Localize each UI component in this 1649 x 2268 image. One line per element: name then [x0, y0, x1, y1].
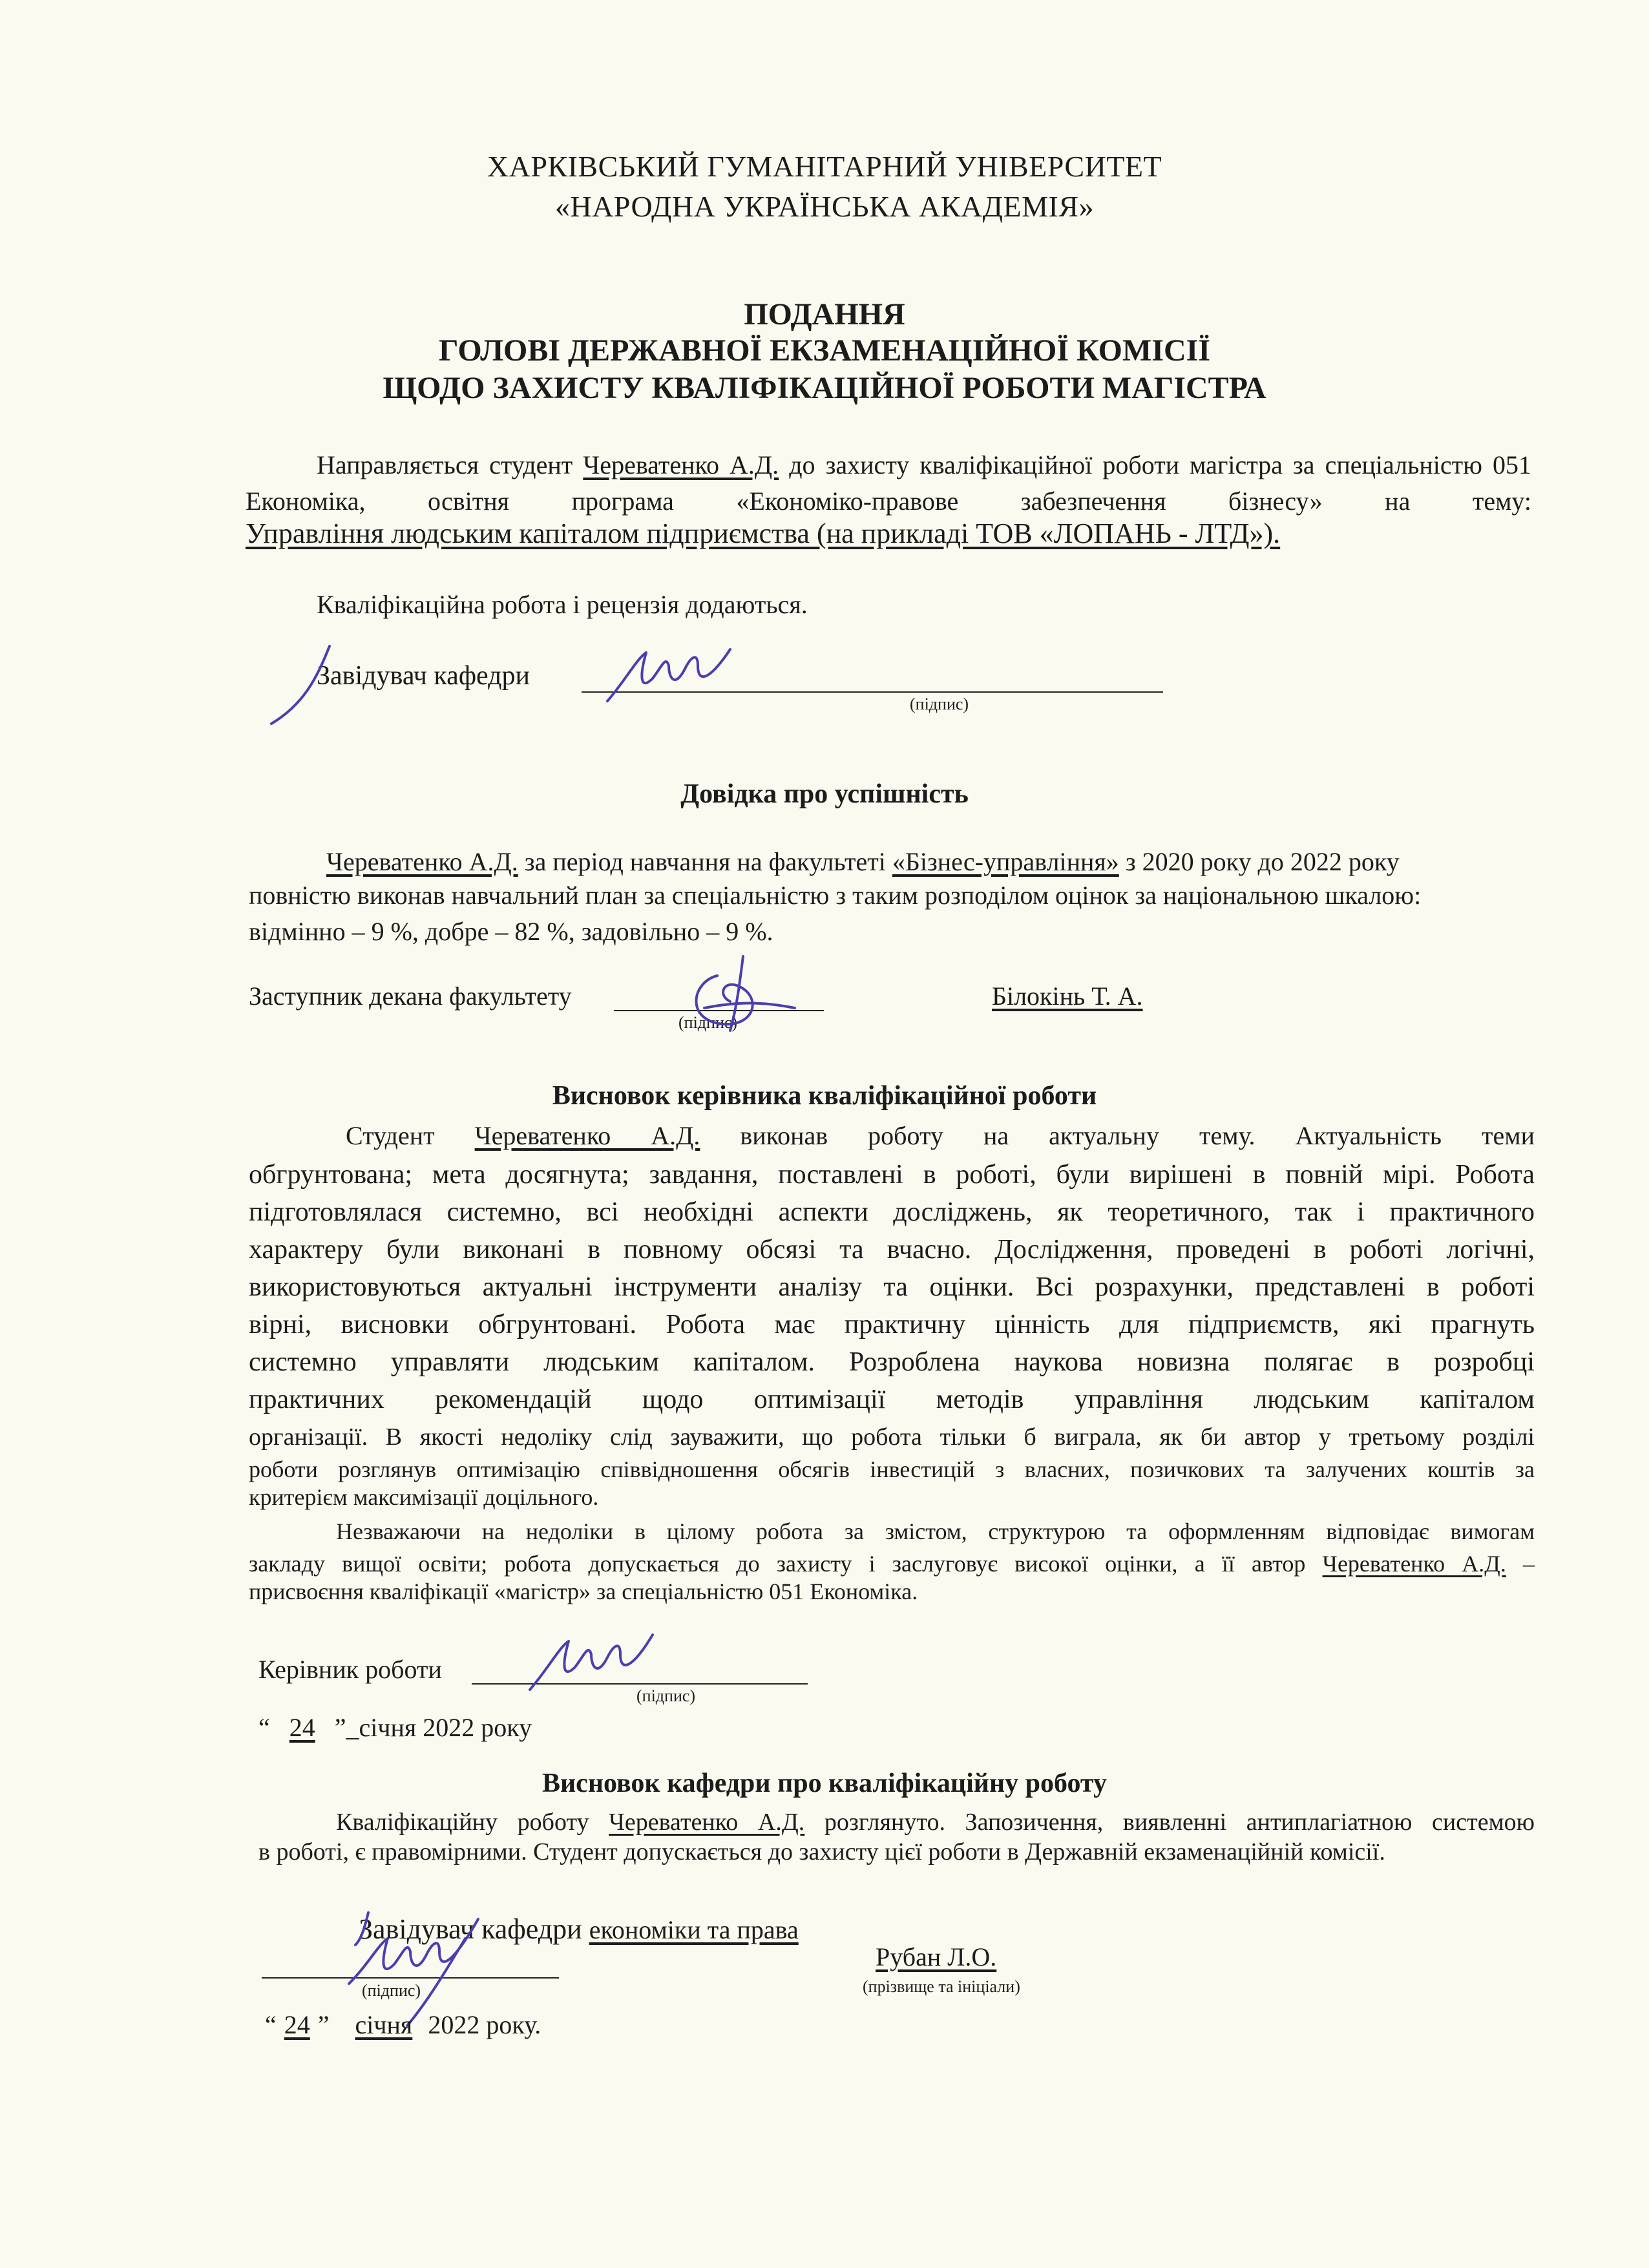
supervisor-conclusion-heading: Висновок керівника кваліфікаційної роботи: [552, 1081, 1097, 1111]
supervisor-p1-line10: роботи розглянув оптимізацію співвідношення обсягів інвестицій з власних, позичкових та залучених коштів за: [249, 1456, 1535, 1482]
supervisor-p2-dash: –: [1523, 1551, 1535, 1577]
supervisor-date-open: “: [258, 1713, 270, 1742]
department-p-line2: в роботі, є правомірними. Студент допускається до захисту цієї роботи в Державній екзаменаційній комісії.: [258, 1838, 1385, 1865]
supervisor-date: [258, 1712, 532, 1743]
supervisor-p1-line5: використовуються актуальні інструменти аналізу та оцінки. Всі розрахунки, представлені в роботі: [249, 1272, 1535, 1302]
performance-faculty: «Бізнес-управління»: [892, 847, 1119, 876]
supervisor-student-name: Череватенко А.Д.: [474, 1121, 700, 1150]
performance-text1: за період навчання на факультеті: [524, 847, 886, 876]
supervisor-signature: [523, 1628, 666, 1699]
referral-middle: до захисту кваліфікаційної роботи магістра за спеціальністю 051 Економіка, освітня програма «Економіко-правове забезпечення бізнесу» на тему:: [246, 450, 1532, 516]
department-date-month: січня: [355, 2010, 413, 2039]
supervisor-p1-line3: підготовлялася системно, всі необхідні аспекти досліджень, як теоретичного, так і практичного: [249, 1197, 1535, 1227]
supervisor-date-rest: ”_січня 2022 року: [334, 1713, 532, 1742]
deputy-signature: [666, 950, 808, 1040]
department-sign-caption: (підпис): [362, 1981, 421, 2000]
title-line2: ГОЛОВІ ДЕРЖАВНОЇ ЕКЗАМЕНАЦІЙНОЇ КОМІСІЇ: [438, 333, 1211, 368]
supervisor-label: Керівник роботи: [258, 1655, 442, 1684]
title-line1: ПОДАННЯ: [744, 297, 905, 331]
department-head-text: Завідувач кафедри: [359, 1913, 582, 1945]
supervisor-p1-line1: [249, 1118, 1535, 1154]
supervisor-p1-line7: системно управляти людським капіталом. Розроблена наукова новизна полягає в розробці: [249, 1347, 1535, 1377]
title-line3: ЩОДО ЗАХИСТУ КВАЛІФІКАЦІЙНОЇ РОБОТИ МАГІСТРА: [383, 371, 1266, 405]
department-date: [265, 2010, 541, 2040]
department-name: економіки та права: [589, 1915, 799, 1944]
referral-head-signature: [601, 640, 743, 711]
referral-attachments: Кваліфікаційна робота і рецензія додаються.: [317, 590, 808, 619]
department-date-day: 24: [284, 2010, 310, 2039]
department-date-open: “: [265, 2010, 277, 2039]
supervisor-p2-line1: Незважаючи на недоліки в цілому робота за змістом, структурою та оформленням відповідає вимогам: [336, 1518, 1535, 1544]
deputy-dean-name: Білокінь Т. А.: [992, 982, 1143, 1011]
department-date-year: 2022 року.: [428, 2010, 541, 2039]
university-name-line1: ХАРКІВСЬКИЙ ГУМАНІТАРНИЙ УНІВЕРСИТЕТ: [487, 150, 1162, 183]
performance-line2: повністю виконав навчальний план за спеціальністю з таким розподілом оцінок за національною шкалою:: [249, 881, 1422, 910]
supervisor-p1-line4: характеру були виконані в повному обсязі та вчасно. Дослідження, проведені в роботі логічні,: [249, 1235, 1535, 1265]
supervisor-p2-prefix: закладу вищої освіти; робота допускається до захисту і заслуговує високої оцінки, а її автор: [249, 1551, 1306, 1577]
department-student-name: Череватенко А.Д.: [609, 1809, 805, 1836]
supervisor-p1-line6: вірні, висновки обгрунтовані. Робота має практичну цінність для підприємств, які прагнуть: [249, 1310, 1535, 1339]
performance-line3: відмінно – 9 %, добре – 82 %, задовільно – 9 %.: [249, 917, 773, 946]
supervisor-p1-line9: організації. В якості недоліку слід зауважити, що робота тільки б виграла, як би автор у третьому розділі: [249, 1423, 1535, 1451]
supervisor-p1-prefix: Студент: [346, 1121, 435, 1150]
performance-text2: з 2020 року до 2022 року: [1125, 847, 1400, 876]
supervisor-p2-line2: [249, 1546, 1535, 1582]
supervisor-date-day: 24: [289, 1713, 315, 1742]
referral-margin-signature: [258, 640, 452, 737]
deputy-dean-label: Заступник декана факультету: [249, 982, 572, 1011]
referral-sign-caption: (підпис): [910, 695, 969, 713]
department-p-line1: [336, 1804, 1535, 1840]
referral-student-name: Череватенко А.Д.: [583, 450, 779, 479]
supervisor-p2-line3: присвоєння кваліфікації «магістр» за спеціальністю 051 Економіка.: [249, 1579, 918, 1604]
university-name-line2: «НАРОДНА УКРАЇНСЬКА АКАДЕМІЯ»: [554, 190, 1095, 223]
performance-line1: [326, 846, 1400, 877]
supervisor-p2-student-name: Череватенко А.Д.: [1322, 1551, 1506, 1577]
deputy-sign-caption: (підпис): [678, 1013, 738, 1032]
supervisor-p1-line2: обгрунтована; мета досягнута; завдання, поставлені в роботі, були вирішені в повній мірі. Робота: [249, 1160, 1535, 1190]
department-name-caption: (прізвище та ініціали): [863, 1977, 1020, 1996]
performance-student-name: Череватенко А.Д.: [326, 847, 518, 876]
department-date-close: ”: [317, 2010, 330, 2039]
supervisor-p1-line8: практичних рекомендацій щодо оптимізації методів управління людським капіталом: [249, 1385, 1535, 1414]
department-conclusion-heading: Висновок кафедри про кваліфікаційну роботу: [541, 1769, 1108, 1798]
supervisor-p1-line11: критерієм максимізації доцільного.: [249, 1484, 599, 1510]
performance-heading: Довідка про успішність: [680, 779, 969, 809]
referral-line1: [246, 447, 1531, 520]
department-p-prefix: Кваліфікаційну роботу: [336, 1809, 589, 1836]
referral-prefix: Направляється студент: [317, 450, 573, 479]
department-head-name: Рубан Л.О.: [876, 1942, 997, 1971]
referral-topic: Управління людським капіталом підприємства (на прикладі ТОВ «ЛОПАНЬ - ЛТД»).: [246, 518, 1281, 549]
supervisor-sign-caption: (підпис): [636, 1686, 696, 1705]
referral-head-label: Завідувач кафедри: [317, 661, 530, 691]
department-p-rest: розглянуто. Запозичення, виявленні антиплагіатною системою: [824, 1809, 1535, 1836]
supervisor-p1-text: виконав роботу на актуальну тему. Актуальність теми: [740, 1121, 1535, 1150]
